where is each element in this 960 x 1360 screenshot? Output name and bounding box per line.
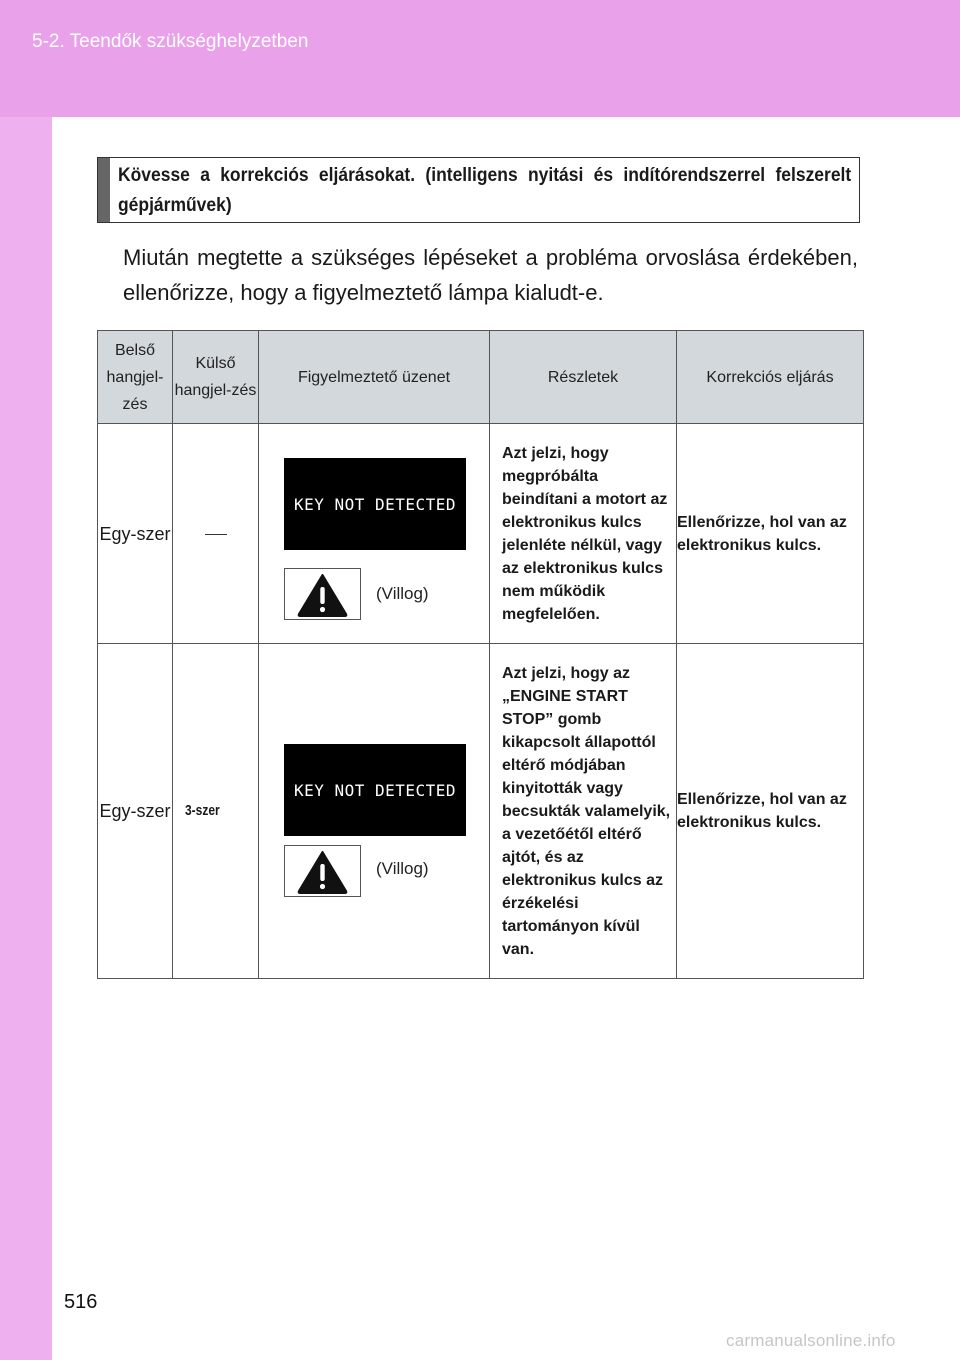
col-header-inner: Belső hangjel-zés — [98, 331, 173, 424]
section-title: 5-2. Teendők szükséghelyzetben — [32, 31, 309, 52]
dash-mark — [205, 534, 227, 535]
table-row — [98, 424, 864, 644]
table-header-row — [98, 331, 864, 424]
col-header-details: Részletek — [490, 331, 677, 424]
heading-text: Kövesse a korrekciós eljárásokat. (intelligens nyitási és indítórendszerrel felszerelt gépjárművek) — [118, 165, 852, 216]
procedure-cell: Ellenőrizze, hol van az elektronikus kulcs. — [677, 644, 864, 979]
details-cell: Azt jelzi, hogy az „ENGINE START STOP” gomb kikapcsolt állapottól eltérő módjában kinyitották vagy becsukták valamelyik, a vezetőétől eltérő ajtót, és az elektronikus kulcs az érzékelési tartományon kívül van. — [490, 644, 677, 979]
heading-accent-bar — [98, 158, 110, 222]
col-header-message: Figyelmeztető üzenet — [259, 331, 490, 424]
intro-paragraph: Miután megtette a szükséges lépéseket a probléma orvoslása érdekében, ellenőrizze, hogy a figyelmeztető lámpa kialudt-e. — [123, 245, 858, 305]
display-key-not-detected: KEY NOT DETECTED — [284, 458, 466, 550]
warning-table — [97, 330, 864, 979]
details-cell: Azt jelzi, hogy megpróbálta beindítani a motort az elektronikus kulcs jelenléte nélkül, vagy az elektronikus kulcs nem működik megfelelően. — [490, 424, 677, 644]
procedure-heading — [97, 157, 860, 223]
inner-chime-cell: Egy-szer — [98, 644, 173, 979]
procedure-cell: Ellenőrizze, hol van az elektronikus kulcs. — [677, 424, 864, 644]
display-key-not-detected: KEY NOT DETECTED — [284, 744, 466, 836]
flash-label: (Villog) — [376, 584, 429, 603]
warning-triangle-icon — [284, 845, 361, 897]
flash-label: (Villog) — [376, 859, 429, 878]
table-row — [98, 644, 864, 979]
outer-chime-cell — [173, 424, 259, 644]
header-bar — [0, 0, 960, 117]
message-cell — [259, 424, 490, 644]
inner-chime-cell: Egy-szer — [98, 424, 173, 644]
watermark: carmanualsonline.info — [726, 1331, 896, 1350]
message-cell — [259, 644, 490, 979]
outer-chime-cell — [173, 644, 259, 979]
warning-triangle-icon — [284, 568, 361, 620]
side-tab — [0, 117, 52, 1360]
outer-chime-count: 3-szer — [185, 802, 220, 819]
page-number: 516 — [64, 1291, 98, 1313]
col-header-outer: Külső hangjel-zés — [173, 331, 259, 424]
col-header-procedure: Korrekciós eljárás — [677, 331, 864, 424]
